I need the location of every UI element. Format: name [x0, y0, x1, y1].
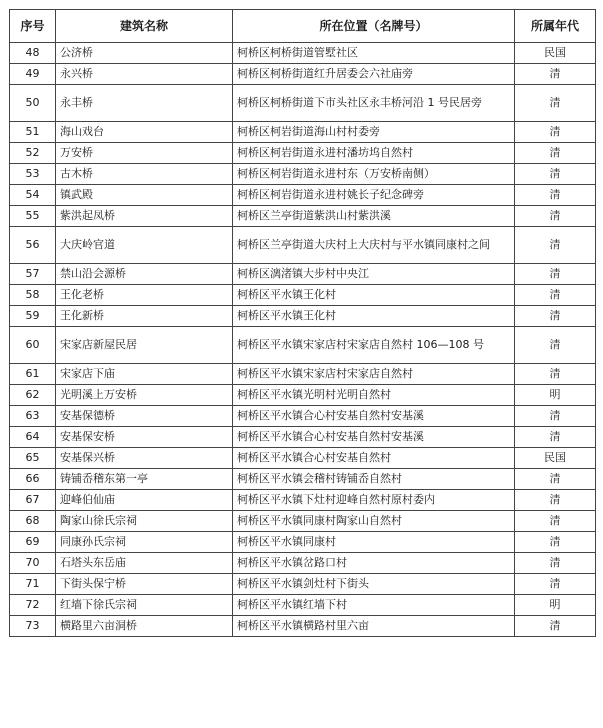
row-number: 51	[10, 122, 56, 143]
building-name: 宋家店新屋民居	[56, 327, 233, 364]
building-era: 清	[515, 427, 596, 448]
row-number: 60	[10, 327, 56, 364]
building-name: 下街头保宁桥	[56, 574, 233, 595]
building-location: 柯桥区平水镇岔路口村	[233, 553, 515, 574]
row-number: 62	[10, 385, 56, 406]
heritage-buildings-table	[9, 9, 596, 637]
building-location: 柯桥区平水镇同康村	[233, 532, 515, 553]
building-era: 清	[515, 264, 596, 285]
table-row	[10, 206, 596, 227]
building-era: 清	[515, 574, 596, 595]
row-number: 73	[10, 616, 56, 637]
building-location: 柯桥区柯岩街道海山村村委旁	[233, 122, 515, 143]
building-location: 柯桥区平水镇红墙下村	[233, 595, 515, 616]
table-row	[10, 227, 596, 264]
building-location: 柯桥区平水镇合心村安基自然村安基溪	[233, 406, 515, 427]
row-number: 58	[10, 285, 56, 306]
building-location: 柯桥区柯桥街道下市头社区永丰桥河沿 1 号民居旁	[233, 85, 515, 122]
building-name: 红墙下徐氏宗祠	[56, 595, 233, 616]
row-number: 70	[10, 553, 56, 574]
building-era: 清	[515, 511, 596, 532]
building-era: 清	[515, 227, 596, 264]
table-row	[10, 532, 596, 553]
table-row	[10, 469, 596, 490]
table-row	[10, 595, 596, 616]
building-era: 清	[515, 185, 596, 206]
building-name: 王化新桥	[56, 306, 233, 327]
building-name: 横路里六亩洞桥	[56, 616, 233, 637]
header-no: 序号	[10, 10, 56, 43]
building-era: 清	[515, 143, 596, 164]
row-number: 67	[10, 490, 56, 511]
table-row	[10, 327, 596, 364]
building-location: 柯桥区平水镇合心村安基自然村	[233, 448, 515, 469]
building-name: 宋家店下庙	[56, 364, 233, 385]
row-number: 48	[10, 43, 56, 64]
row-number: 50	[10, 85, 56, 122]
building-name: 安基保兴桥	[56, 448, 233, 469]
header-era: 所属年代	[515, 10, 596, 43]
building-era: 清	[515, 469, 596, 490]
building-name: 王化老桥	[56, 285, 233, 306]
building-name: 光明溪上万安桥	[56, 385, 233, 406]
building-era: 清	[515, 64, 596, 85]
building-era: 清	[515, 553, 596, 574]
building-era: 清	[515, 327, 596, 364]
building-location: 柯桥区柯桥街道红升居委会六社庙旁	[233, 64, 515, 85]
building-location: 柯桥区平水镇合心村安基自然村安基溪	[233, 427, 515, 448]
table-row	[10, 553, 596, 574]
building-name: 铸铺岙稽东第一亭	[56, 469, 233, 490]
building-name: 公济桥	[56, 43, 233, 64]
row-number: 57	[10, 264, 56, 285]
building-era: 明	[515, 385, 596, 406]
row-number: 66	[10, 469, 56, 490]
row-number: 54	[10, 185, 56, 206]
building-location: 柯桥区平水镇宋家店村宋家店自然村 106—108 号	[233, 327, 515, 364]
building-era: 清	[515, 122, 596, 143]
building-name: 紫洪起凤桥	[56, 206, 233, 227]
table-row	[10, 490, 596, 511]
table-row	[10, 364, 596, 385]
building-name: 同康孙氏宗祠	[56, 532, 233, 553]
building-name: 古木桥	[56, 164, 233, 185]
header-location: 所在位置（名牌号）	[233, 10, 515, 43]
table-header-row	[10, 10, 596, 43]
building-name: 万安桥	[56, 143, 233, 164]
building-era: 清	[515, 490, 596, 511]
building-era: 清	[515, 85, 596, 122]
building-era: 清	[515, 406, 596, 427]
table-row	[10, 64, 596, 85]
building-location: 柯桥区柯岩街道永进村姚长子纪念碑旁	[233, 185, 515, 206]
row-number: 63	[10, 406, 56, 427]
row-number: 71	[10, 574, 56, 595]
table-row	[10, 385, 596, 406]
building-name: 安基保安桥	[56, 427, 233, 448]
building-location: 柯桥区漓渚镇大步村中央江	[233, 264, 515, 285]
building-location: 柯桥区柯桥街道管墅社区	[233, 43, 515, 64]
building-location: 柯桥区平水镇同康村陶家山自然村	[233, 511, 515, 532]
building-name: 永兴桥	[56, 64, 233, 85]
building-location: 柯桥区平水镇横路村里六亩	[233, 616, 515, 637]
table-row	[10, 85, 596, 122]
building-name: 镇武殿	[56, 185, 233, 206]
building-era: 民国	[515, 448, 596, 469]
table-row	[10, 406, 596, 427]
building-location: 柯桥区平水镇下灶村迎峰自然村原村委内	[233, 490, 515, 511]
building-era: 明	[515, 595, 596, 616]
building-name: 陶家山徐氏宗祠	[56, 511, 233, 532]
building-era: 清	[515, 206, 596, 227]
row-number: 59	[10, 306, 56, 327]
building-era: 清	[515, 616, 596, 637]
table-row	[10, 285, 596, 306]
building-location: 柯桥区平水镇会稽村铸铺岙自然村	[233, 469, 515, 490]
building-name: 海山戏台	[56, 122, 233, 143]
row-number: 49	[10, 64, 56, 85]
table-row	[10, 616, 596, 637]
row-number: 56	[10, 227, 56, 264]
building-location: 柯桥区平水镇剑灶村下街头	[233, 574, 515, 595]
table-row	[10, 448, 596, 469]
building-name: 大庆岭官道	[56, 227, 233, 264]
table-row	[10, 264, 596, 285]
table-row	[10, 511, 596, 532]
header-name: 建筑名称	[56, 10, 233, 43]
row-number: 64	[10, 427, 56, 448]
building-location: 柯桥区平水镇王化村	[233, 306, 515, 327]
row-number: 65	[10, 448, 56, 469]
building-name: 永丰桥	[56, 85, 233, 122]
building-name: 禁山沿会源桥	[56, 264, 233, 285]
table-row	[10, 574, 596, 595]
building-location: 柯桥区柯岩街道永进村潘坊坞自然村	[233, 143, 515, 164]
table-body	[10, 43, 596, 637]
row-number: 72	[10, 595, 56, 616]
table-row	[10, 43, 596, 64]
building-name: 安基保德桥	[56, 406, 233, 427]
table-row	[10, 122, 596, 143]
building-name: 迎峰伯仙庙	[56, 490, 233, 511]
building-location: 柯桥区兰亭街道大庆村上大庆村与平水镇同康村之间	[233, 227, 515, 264]
building-location: 柯桥区柯岩街道永进村东（万安桥南侧）	[233, 164, 515, 185]
row-number: 68	[10, 511, 56, 532]
row-number: 69	[10, 532, 56, 553]
building-location: 柯桥区兰亭街道紫洪山村紫洪溪	[233, 206, 515, 227]
table-row	[10, 164, 596, 185]
building-era: 清	[515, 364, 596, 385]
building-era: 民国	[515, 43, 596, 64]
building-location: 柯桥区平水镇光明村光明自然村	[233, 385, 515, 406]
row-number: 61	[10, 364, 56, 385]
building-era: 清	[515, 164, 596, 185]
table-row	[10, 427, 596, 448]
building-era: 清	[515, 532, 596, 553]
row-number: 52	[10, 143, 56, 164]
building-era: 清	[515, 306, 596, 327]
building-location: 柯桥区平水镇王化村	[233, 285, 515, 306]
row-number: 55	[10, 206, 56, 227]
building-name: 石塔头东岳庙	[56, 553, 233, 574]
row-number: 53	[10, 164, 56, 185]
building-era: 清	[515, 285, 596, 306]
table-row	[10, 143, 596, 164]
table-row	[10, 185, 596, 206]
table-row	[10, 306, 596, 327]
building-location: 柯桥区平水镇宋家店村宋家店自然村	[233, 364, 515, 385]
